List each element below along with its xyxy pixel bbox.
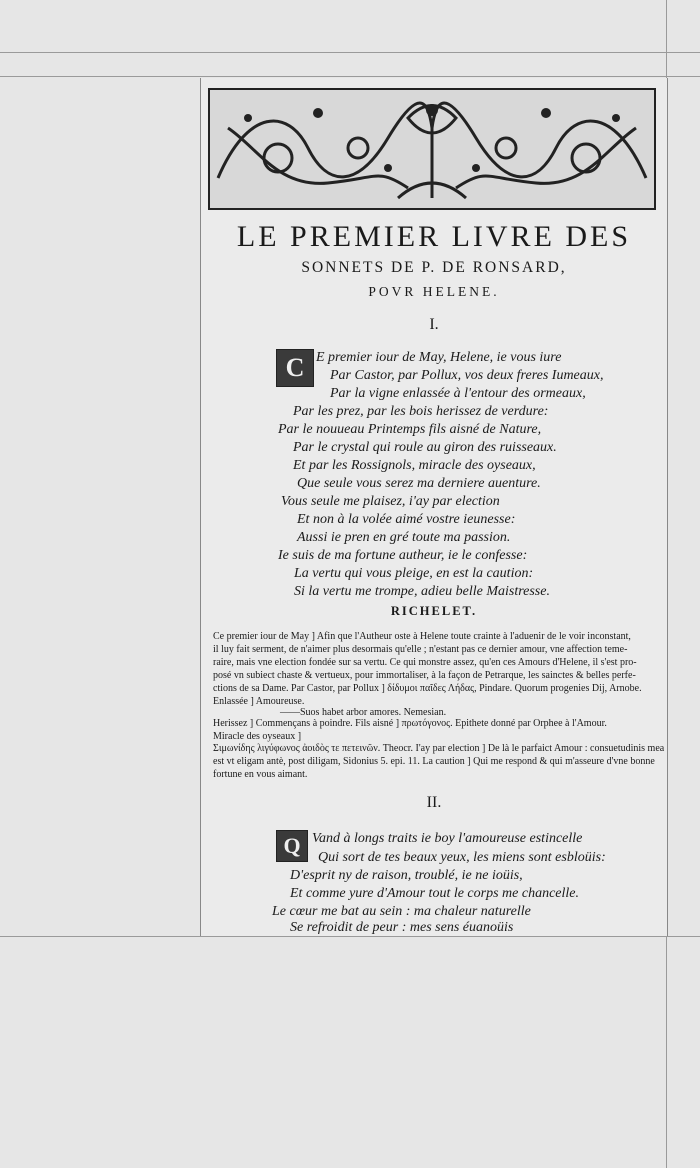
drop-cap: C [276, 349, 314, 387]
verse-line: Par le nouueau Printemps fils aisné de Nature, [278, 422, 542, 437]
sonnet-number: II. [426, 794, 442, 811]
commentary-line: Herissez ] Commençans à poindre. Fils aisné ] πρωτόγονος. Epithete donné par Orphee à l'Amour. [213, 718, 607, 729]
verse-line: Par les prez, par les bois herissez de verdure: [293, 404, 549, 419]
verse-line: Par la vigne enlassée à l'entour des ormeaux, [330, 386, 586, 401]
verse-line: Et non à la volée aimé vostre ieunesse: [297, 512, 516, 527]
verse-line: Ie suis de ma fortune autheur, ie le confesse: [278, 548, 528, 563]
commentary-line: raire, mais vne election fondée sur sa vertu. Ce qui monstre assez, qu'en ces Amours d'Helene, il s'est pro- [213, 657, 637, 668]
commentary-line: ctions de sa Dame. Par Castor, par Pollux ] δίδυμοι παῖδες Λήδας, Pindare. Quorum progenies Dij, Arnobe. [213, 683, 642, 694]
ornamental-headpiece [208, 88, 656, 210]
verse-line: E premier iour de May, Helene, ie vous iure [316, 350, 562, 365]
fold-line [0, 52, 700, 53]
commentary-heading: RICHELET. [390, 604, 478, 618]
commentary-line: Miracle des oyseaux ] [213, 731, 302, 742]
verse-line: Vand à longs traits ie boy l'amoureuse estincelle [312, 831, 583, 846]
drop-cap: Q [276, 830, 308, 862]
verse-line: D'esprit ny de raison, troublé, ie ne ioüis, [290, 868, 523, 883]
verse-line: Vous seule me plaisez, i'ay par election [281, 494, 500, 509]
page-subtitle-secondary: POVR HELENE. [368, 284, 500, 299]
page-title: LE PREMIER LIVRE DES [236, 220, 632, 253]
verse-line: Le cœur me bat au sein : ma chaleur naturelle [272, 904, 531, 919]
verse-line: Par le crystal qui roule au giron des ruisseaux. [293, 440, 557, 455]
verse-line: Qui sort de tes beaux yeux, les miens sont esbloüis: [318, 850, 606, 865]
page-subtitle: SONNETS DE P. DE RONSARD, [301, 259, 567, 276]
verse-line: Que seule vous serez ma derniere auenture. [297, 476, 541, 491]
commentary-line: Σιμωνίδης λιγύφωνος ἀοιδὸς τε πετεινῶν. Theocr. I'ay par election ] De là le parfaict Amour : consuetudinis mea [213, 743, 665, 754]
verse-line: Aussi ie pren en gré toute ma passion. [297, 530, 511, 545]
commentary-line: fortune en vous aimant. [213, 769, 308, 780]
verse-line: Et comme yure d'Amour tout le corps me chancelle. [290, 886, 580, 901]
verse-line: Et par les Rossignols, miracle des oyseaux, [293, 458, 536, 473]
commentary-line: Ce premier iour de May ] Afin que l'Autheur oste à Helene toute crainte à l'aduenir de le voir inconstant, [213, 631, 631, 642]
verse-line: Si la vertu me trompe, adieu belle Maistresse. [294, 584, 550, 599]
commentary-line: ——Suos habet arbor amores. Nemesian. [280, 707, 447, 718]
commentary-line: il luy fait serment, de n'aimer plus desormais qu'elle ; n'estant pas ce dernier amour, vne affection teme- [213, 644, 628, 655]
sonnet-number: I. [429, 316, 439, 333]
verse-line: Par Castor, par Pollux, vos deux freres Iumeaux, [330, 368, 604, 383]
commentary-line: est vt eligam antè, post diligam, Sidonius 5. epi. 11. La caution ] Qui me respond & qui m'asseure d'vne bonne [213, 756, 655, 767]
commentary-line: posé vn subiect chaste & vertueux, pour immortaliser, à la façon de Petrarque, les sainctes & belles perfe- [213, 670, 636, 681]
fold-line [0, 76, 700, 77]
commentary-line: Enlassée ] Amoureuse. [213, 696, 305, 707]
verse-line: Se refroidit de peur : mes sens éuanoüis [290, 920, 514, 935]
verse-line: La vertu qui vous pleige, en est la caution: [294, 566, 534, 581]
